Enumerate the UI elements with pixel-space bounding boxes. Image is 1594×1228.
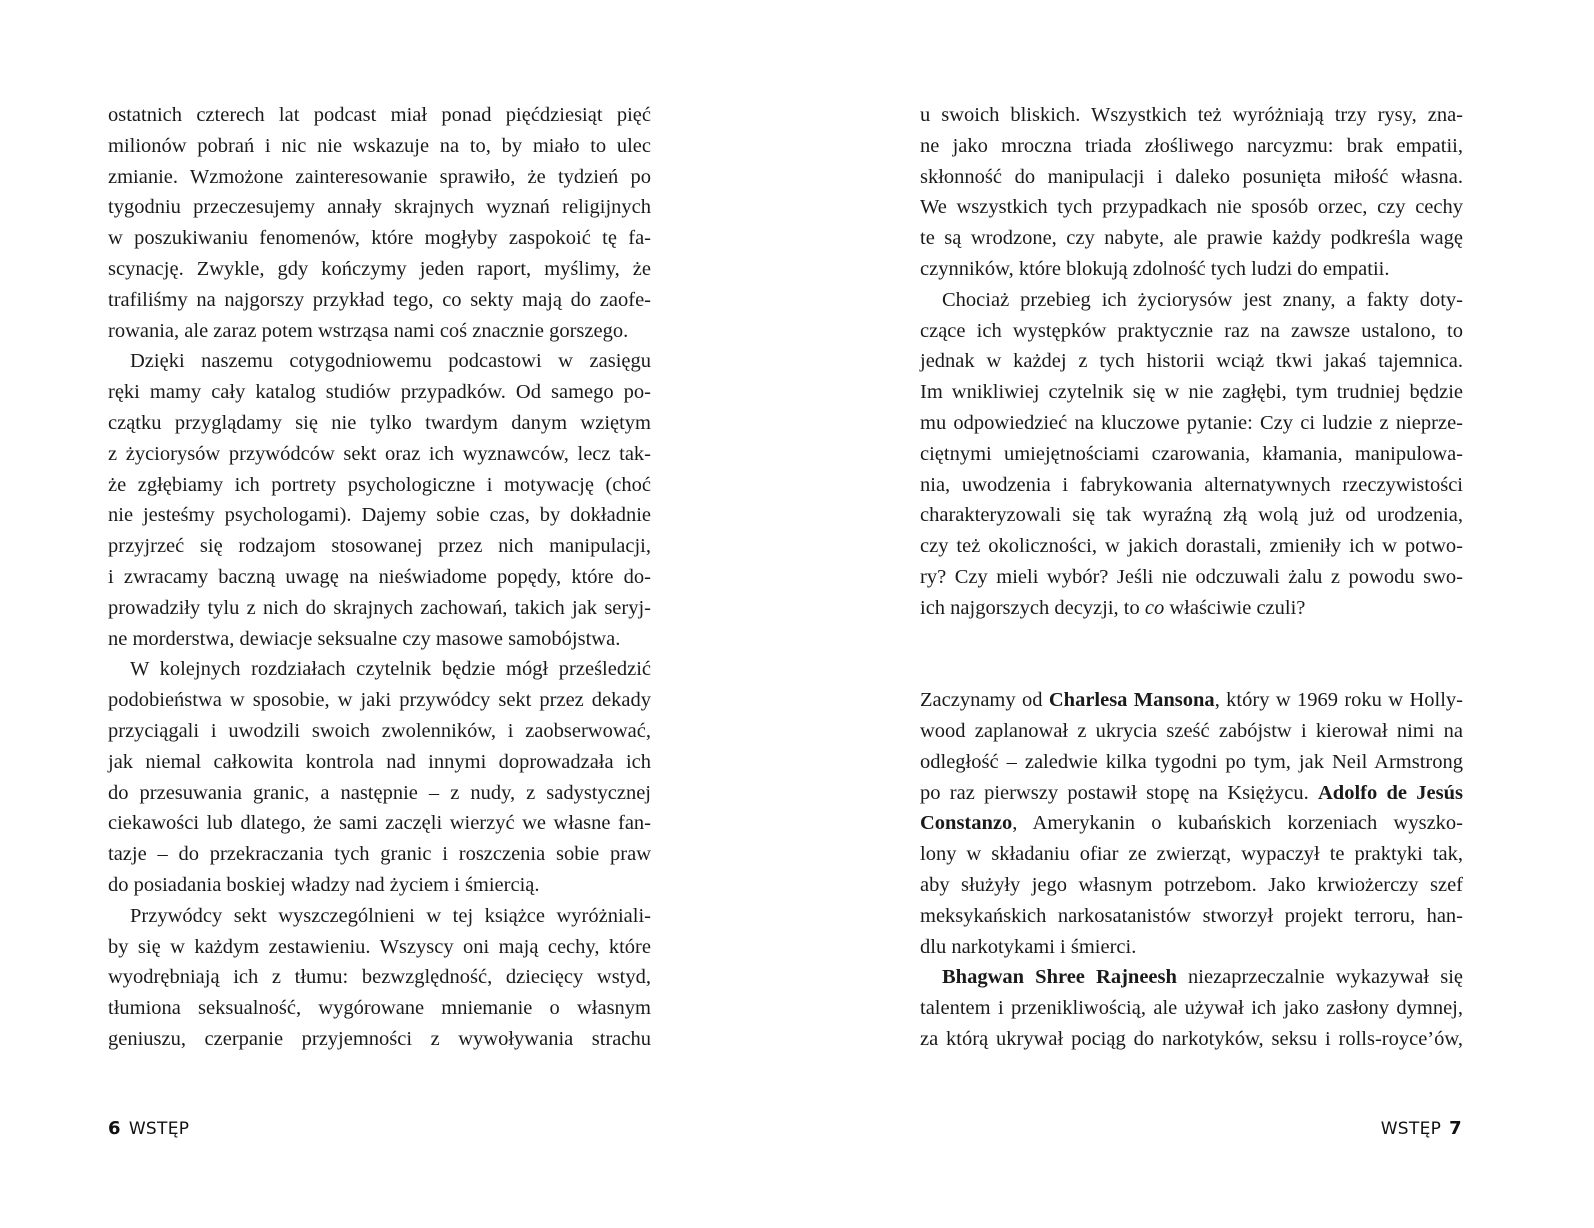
text-line: i zwracamy baczną uwagę na nieświadome popędy, które do- — [108, 565, 651, 588]
text-line: u swoich bliskich. Wszystkich też wyróżniają trzy rysy, zna- — [920, 104, 1463, 126]
text-line: przyjrzeć się rodzajom stosowanej przez nich manipulacji, — [108, 535, 651, 558]
text-line: W kolejnych rozdziałach czytelnik będzie mógł prześledzić — [130, 658, 651, 681]
text-line: ne jako mroczna triada złośliwego narcyzmu: brak empatii, — [920, 134, 1463, 157]
text-line: czy też okoliczności, w jakich dorastali, zmieniły ich w potwo- — [920, 535, 1463, 558]
text-line: nia, uwodzenia i fabrykowania alternatywnych rzeczywistości — [920, 473, 1463, 496]
text-line: z życiorysów przywódców sekt oraz ich wyznawców, lecz tak- — [108, 442, 651, 465]
text-line: mu odpowiedzieć na kluczowe pytanie: Czy ci ludzie z nieprze- — [920, 411, 1463, 434]
text-line: dlu narkotykami i śmierci. — [920, 935, 1137, 958]
left-folio — [108, 1118, 189, 1139]
page-number: 7 — [1449, 1118, 1462, 1139]
text-line: czące ich występków praktycznie raz na zawsze ustalono, to — [920, 319, 1463, 342]
name-constanzo-part2: Constanzo — [920, 812, 1013, 835]
text-line: jak niemal całkowita kontrola nad innymi doprowadzała ich — [108, 750, 651, 773]
text-line: przyciągali i uwodzili swoich zwolenników, i zaobserwować, — [108, 719, 651, 742]
text-line: aby służyły jego własnym potrzebom. Jako krwiożerczy szef — [920, 873, 1463, 896]
text-line: ne morderstwa, dewiacje seksualne czy masowe samobójstwa. — [108, 627, 621, 650]
text-line: prowadziły tylu z nich do skrajnych zachowań, takich jak seryj- — [108, 596, 651, 619]
text-line: jednak w każdej z tych historii wciąż tkwi jakaś tajemnica. — [920, 350, 1463, 373]
text-line: Przywódcy sekt wyszczególnieni w tej książce wyróżniali- — [130, 904, 651, 927]
text-line: ciętnymi umiejętnościami czarowania, kłamania, manipulowa- — [920, 442, 1463, 465]
section-break — [920, 624, 1463, 686]
text-line: do przesuwania granic, a następnie – z nudy, z sadystycznej — [108, 781, 651, 804]
text-line: milionów pobrań i nic nie wskazuje na to, by miało to ulec — [108, 134, 651, 157]
text-line: Im wnikliwiej czytelnik się w nie zagłębi, tym trudniej będzie — [920, 381, 1463, 404]
right-page-body — [920, 100, 1463, 1055]
text-line: Chociaż przebieg ich życiorysów jest znany, a fakty doty- — [942, 288, 1463, 311]
text-line: Zaczynamy od Charlesa Mansona, który w 1969 roku w Holly- — [920, 689, 1463, 712]
text-line: trafiliśmy na najgorszy przykład tego, co sekty mają do zaofe- — [108, 288, 651, 311]
text-line: We wszystkich tych przypadkach nie sposób orzec, czy cechy — [920, 196, 1463, 219]
text-line: te są wrodzone, czy nabyte, ale prawie każdy podkreśla wagę — [920, 227, 1463, 250]
text-line: lony w składaniu ofiar ze zwierząt, wypaczył te praktyki tak, — [920, 843, 1463, 866]
left-page-body — [108, 100, 651, 1055]
text-line: skłonność do manipulacji i daleko posunięta miłość własna. — [920, 165, 1463, 188]
text-line: rowania, ale zaraz potem wstrząsa nami coś znacznie gorszego. — [108, 319, 629, 342]
name-constanzo-part1: Adolfo de Jesús — [1318, 781, 1463, 804]
text-line: czątku przyglądamy się nie tylko twardym danym wziętym — [108, 411, 651, 434]
name-rajneesh: Bhagwan Shree Rajneesh — [942, 966, 1177, 989]
text-line: ręki mamy cały katalog studiów przypadków. Od samego po- — [108, 381, 651, 404]
text-line: ciekawości lub dlatego, że sami zaczęli wierzyć we własne fan- — [108, 812, 651, 835]
emphasis: co — [1144, 596, 1165, 619]
text-line: geniuszu, czerpanie przyjemności z wywoływania strachu — [108, 1027, 651, 1050]
text-line: podobieństwa w sposobie, w jaki przywódcy sekt przez dekady — [108, 689, 651, 712]
name-charles-manson: Charlesa Mansona — [1048, 689, 1215, 712]
text-line: meksykańskich narkosatanistów stworzył projekt terroru, han- — [920, 904, 1463, 927]
text-line: czynników, które blokują zdolność tych ludzi do empatii. — [920, 257, 1390, 280]
text-line: Constanzo, Amerykanin o kubańskich korzeniach wyszko- — [920, 812, 1463, 835]
text-line: zmianie. Wzmożone zainteresowanie sprawiło, że tydzień po — [108, 165, 651, 188]
right-folio — [1381, 1118, 1462, 1139]
text-line: ich najgorszych decyzji, to co właściwie czuli? — [920, 596, 1306, 619]
text-line: do posiadania boskiej władzy nad życiem i śmiercią. — [108, 873, 540, 896]
text-line: odległość – zaledwie kilka tygodni po tym, jak Neil Armstrong — [920, 750, 1463, 773]
text-line: ostatnich czterech lat podcast miał ponad pięćdziesiąt pięć — [108, 104, 651, 126]
text-line: wood zaplanował z ukrycia sześć zabójstw i kierował nimi na — [920, 719, 1463, 742]
text-line: charakteryzowali się tak wyraźną złą wolą już od urodzenia, — [920, 504, 1463, 527]
text-line: po raz pierwszy postawił stopę na Księżycu. Adolfo de Jesús — [920, 781, 1463, 804]
text-line: tygodniu przeczesujemy annały skrajnych wyznań religijnych — [108, 196, 651, 219]
text-line: w poszukiwaniu fenomenów, które mogłyby zaspokoić tę fa- — [108, 227, 651, 250]
text-line: że zgłębiamy ich portrety psychologiczne i motywację (choć — [108, 473, 651, 496]
text-line: Dzięki naszemu cotygodniowemu podcastowi w zasięgu — [130, 350, 651, 373]
running-head: WSTĘP — [1380, 1119, 1442, 1139]
text-line: tłumiona seksualność, wygórowane mniemanie o własnym — [108, 997, 651, 1020]
text-line: za którą ukrywał pociąg do narkotyków, seksu i rolls-royce’ów, — [920, 1027, 1463, 1050]
text-line: ry? Czy mieli wybór? Jeśli nie odczuwali żalu z powodu swo- — [920, 565, 1463, 588]
running-head: WSTĘP — [128, 1119, 190, 1139]
text-line: Bhagwan Shree Rajneesh niezaprzeczalnie wykazywał się — [942, 966, 1463, 989]
text-line: talentem i przenikliwością, ale używał ich jako zasłony dymnej, — [920, 997, 1463, 1020]
text-line: wyodrębniają ich z tłumu: bezwzględność, dziecięcy wstyd, — [108, 966, 651, 989]
page-number: 6 — [108, 1118, 121, 1139]
text-line: scynację. Zwykle, gdy kończymy jeden raport, myślimy, że — [108, 257, 651, 280]
text-line: tazje – do przekraczania tych granic i roszczenia sobie praw — [108, 843, 651, 866]
text-line: by się w każdym zestawieniu. Wszyscy oni mają cechy, które — [108, 935, 651, 958]
text-line: nie jesteśmy psychologami). Dajemy sobie czas, by dokładnie — [108, 504, 651, 527]
